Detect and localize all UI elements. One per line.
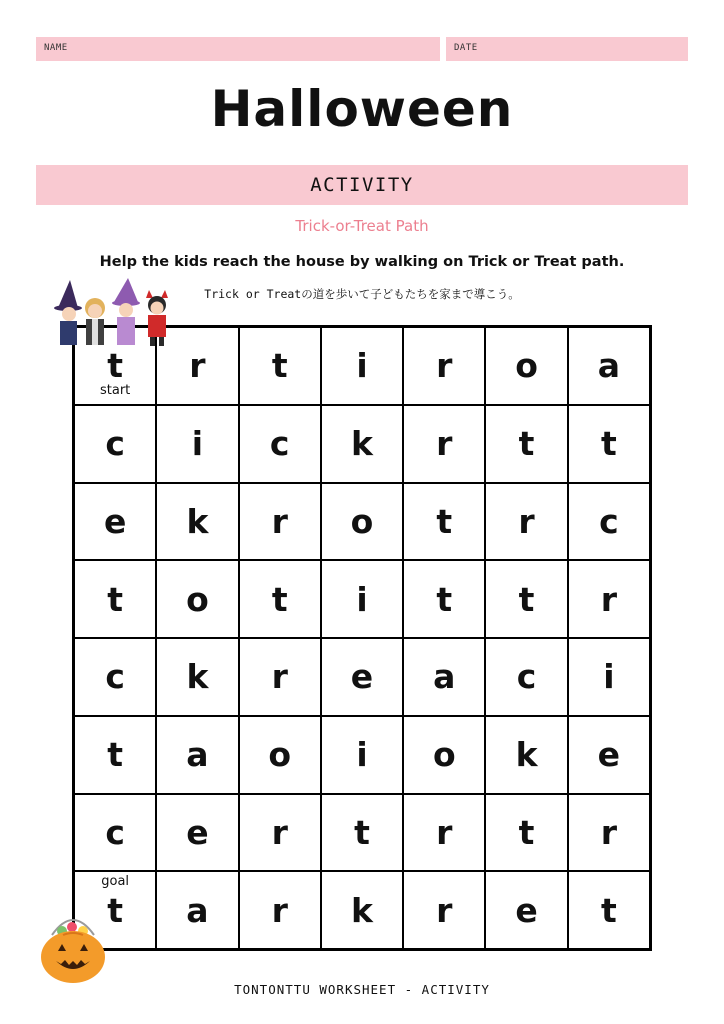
grid-cell[interactable] [403, 716, 485, 794]
grid-cell[interactable] [321, 560, 403, 638]
goal-label: goal [101, 874, 130, 890]
grid-cell[interactable] [74, 405, 156, 483]
grid-cell[interactable] [239, 405, 321, 483]
instructions-english: Help the kids reach the house by walking on Trick or Treat path. [99, 254, 625, 270]
grid-letter: t [436, 501, 453, 541]
grid-letter: o [432, 735, 456, 775]
grid-letter: a [186, 735, 209, 775]
grid-cell[interactable] [485, 794, 567, 872]
grid-cell[interactable] [74, 638, 156, 716]
grid-letter: t [518, 812, 535, 852]
grid-cell[interactable] [321, 483, 403, 561]
grid-letter: c [599, 501, 619, 541]
grid-letter: c [105, 812, 125, 852]
grid-letter: e [350, 657, 374, 697]
grid-letter: t [107, 346, 124, 386]
grid-letter: t [518, 579, 535, 619]
grid-letter: r [436, 424, 453, 464]
grid-letter: a [597, 346, 620, 386]
grid-cell[interactable] [239, 560, 321, 638]
grid-cell[interactable] [403, 405, 485, 483]
grid-cell[interactable] [568, 560, 650, 638]
grid-letter: r [271, 812, 288, 852]
grid-letter: k [351, 890, 373, 930]
grid-letter: a [186, 890, 209, 930]
grid-cell[interactable] [74, 560, 156, 638]
grid-cell[interactable] [156, 405, 238, 483]
grid-letter: r [600, 579, 617, 619]
activity-subtitle: Trick-or-Treat Path [295, 217, 429, 235]
grid-letter: t [107, 735, 124, 775]
grid-letter: e [597, 735, 621, 775]
footer-text: TONTONTTU WORKSHEET - ACTIVITY [234, 982, 490, 997]
grid-cell[interactable] [403, 560, 485, 638]
letter-grid [72, 325, 652, 951]
grid-cell[interactable] [568, 483, 650, 561]
grid-cell[interactable] [239, 716, 321, 794]
grid-cell[interactable] [321, 327, 403, 405]
grid-cell[interactable] [568, 327, 650, 405]
start-label: start [100, 382, 131, 398]
grid-cell[interactable] [403, 483, 485, 561]
grid-letter: o [350, 501, 374, 541]
grid-cell[interactable] [403, 327, 485, 405]
grid-letter: k [515, 735, 538, 775]
grid-cell[interactable] [156, 638, 238, 716]
grid-letter: t [107, 579, 124, 619]
grid-letter: r [271, 657, 288, 697]
grid-cell[interactable] [485, 405, 567, 483]
grid-letter: c [269, 424, 290, 464]
grid-cell[interactable] [485, 638, 567, 716]
grid-letter: c [105, 657, 125, 697]
kids-illustration [48, 278, 178, 348]
grid-letter: t [107, 890, 124, 930]
grid-cell[interactable] [239, 327, 321, 405]
banner-label: ACTIVITY [310, 174, 414, 196]
grid-cell[interactable] [321, 871, 403, 949]
grid-cell[interactable] [485, 483, 567, 561]
grid-cell[interactable] [321, 794, 403, 872]
grid-cell[interactable] [321, 638, 403, 716]
date-label: DATE [454, 43, 478, 53]
grid-cell[interactable] [485, 871, 567, 949]
grid-letter: r [600, 812, 617, 852]
grid-cell[interactable] [568, 405, 650, 483]
grid-letter: c [516, 657, 537, 697]
grid-letter: r [271, 890, 288, 930]
grid-cell[interactable] [568, 638, 650, 716]
grid-letter: i [191, 424, 204, 464]
grid-letter: r [436, 346, 453, 386]
grid-letter: t [354, 812, 370, 852]
grid-cell[interactable] [74, 483, 156, 561]
grid-cell[interactable] [156, 716, 238, 794]
grid-letter: t [271, 346, 288, 386]
activity-banner [36, 165, 688, 205]
grid-letter: r [271, 501, 288, 541]
grid-cell[interactable] [74, 794, 156, 872]
grid-letter: i [356, 346, 368, 386]
grid-letter: o [515, 346, 538, 386]
grid-letter: e [186, 812, 209, 852]
pumpkin-bucket-icon [38, 905, 108, 985]
grid-letter: t [436, 579, 453, 619]
page-title: Halloween [210, 80, 514, 138]
grid-cell[interactable] [239, 794, 321, 872]
grid-cell[interactable] [156, 794, 238, 872]
grid-letter: r [518, 501, 535, 541]
grid-cell[interactable] [321, 716, 403, 794]
grid-letter: e [103, 501, 127, 541]
grid-cell[interactable] [485, 327, 567, 405]
grid-cell[interactable] [74, 716, 156, 794]
grid-letter: k [186, 657, 209, 697]
grid-cell[interactable] [403, 794, 485, 872]
grid-letter: t [271, 579, 288, 619]
grid-cell[interactable] [568, 716, 650, 794]
grid-letter: o [186, 579, 209, 619]
grid-letter: t [600, 424, 617, 464]
grid-letter: i [356, 735, 368, 775]
grid-cell[interactable] [568, 871, 650, 949]
grid-cell[interactable] [239, 638, 321, 716]
grid-letter: i [356, 579, 368, 619]
grid-cell[interactable] [156, 483, 238, 561]
grid-letter: r [436, 890, 453, 930]
grid-cell[interactable] [156, 871, 238, 949]
name-field[interactable] [36, 37, 440, 61]
grid-letter: c [105, 424, 125, 464]
instructions-japanese: Trick or Treatの道を歩いて子どもたちを家まで導こう。 [204, 287, 520, 301]
grid-letter: i [603, 657, 615, 697]
grid-letter: e [515, 890, 538, 930]
grid-cell[interactable] [485, 560, 567, 638]
date-field[interactable] [446, 37, 688, 61]
grid-letter: r [189, 346, 206, 386]
grid-letter: r [436, 812, 453, 852]
grid-cell[interactable] [239, 483, 321, 561]
grid-letter: k [351, 424, 373, 464]
grid-cell[interactable] [403, 871, 485, 949]
grid-cell[interactable] [321, 405, 403, 483]
grid-letter: a [433, 657, 456, 697]
grid-cell[interactable] [156, 560, 238, 638]
grid-cell[interactable] [485, 716, 567, 794]
grid-cell[interactable] [239, 871, 321, 949]
grid-letter: t [518, 424, 535, 464]
grid-letter: t [600, 890, 617, 930]
grid-cell[interactable] [403, 638, 485, 716]
name-label: NAME [44, 43, 68, 53]
grid-letter: o [268, 735, 292, 775]
grid-letter: k [186, 501, 209, 541]
grid-cell[interactable] [568, 794, 650, 872]
